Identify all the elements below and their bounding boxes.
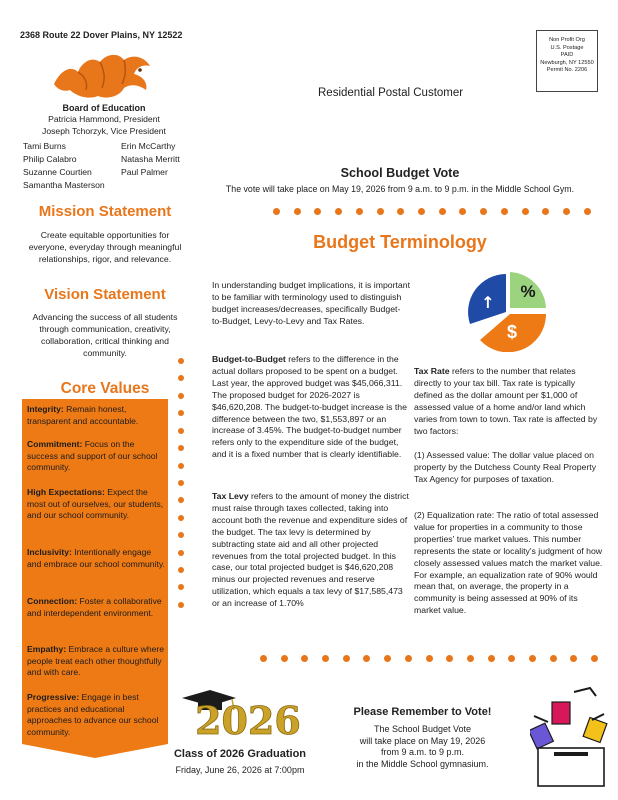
- board-members: [23, 140, 198, 192]
- remember-line: The School Budget Vote: [373, 724, 472, 734]
- ballot-box-icon: [530, 686, 612, 790]
- postage-indicia: [536, 30, 598, 92]
- vision-title: Vision Statement: [44, 286, 166, 303]
- remember-body: [330, 724, 515, 771]
- remember-line: in the Middle School gymnasium.: [356, 759, 489, 770]
- core-value-name: High Expectations:: [27, 487, 105, 497]
- budget-to-budget-term: Budget-to-Budget: [212, 354, 286, 364]
- postage-line: Newburgh, NY 12550: [540, 59, 594, 66]
- board-member: Paul Palmer: [121, 167, 168, 177]
- core-value-name: Commitment:: [27, 439, 83, 449]
- up-arrow-symbol: ↑: [481, 293, 495, 312]
- budget-to-budget-text: refers to the difference in the actual dollars proposed to be spent on a budget. Last year, the approved budget was $45,066,311. The proposed budget for 2026-2027 is $46,620,208. The budget-to-budget increase is the difference between the two, $1,553,897 or an increase of 3.45%. The budget-to-budget number refers only to the expenditure side of the budget, and it is a fixed number that is clearly identifiable.: [212, 354, 407, 460]
- core-value-item: [27, 547, 167, 570]
- tax-levy-text: refers to the amount of money the district must raise through taxes collected, taking into account both the revenue and expenditure sides of the budget. The tax levy is determined by subtracting state aid and all other projected revenues from the total projected budget. In this case, our total projected budget is $46,620,208 minus our projected revenues and reserve utilization, which equals a tax levy of $17,585,473 or an increase of 1.70%: [212, 491, 409, 609]
- return-address: 2368 Route 22 Dover Plains, NY 12522: [20, 30, 183, 40]
- core-value-item: [27, 404, 167, 427]
- core-value-text: Foster a collaborative and interdependent environment.: [27, 596, 162, 618]
- core-value-text: Focus on the success and support of our school community.: [27, 439, 158, 473]
- graduation-cap-icon: [176, 688, 302, 740]
- dragon-logo: [48, 46, 156, 102]
- mission-text: Create equitable opportunities for everyone, everyday through meaningful relationships, rigor, and relevance.: [28, 230, 182, 264]
- core-value-name: Inclusivity:: [27, 547, 72, 557]
- core-value-text: Expect the most out of ourselves, our students, and our school community.: [27, 487, 164, 521]
- postage-line: U.S. Postage: [550, 44, 584, 51]
- core-value-name: Integrity:: [27, 404, 64, 414]
- core-value-name: Connection:: [27, 596, 78, 606]
- core-value-text: Intentionally engage and embrace our school community.: [27, 547, 165, 569]
- dot-divider-bottom: [260, 655, 598, 662]
- board-member: Erin McCarthy: [121, 141, 176, 151]
- budget-pie-icon: [466, 272, 546, 352]
- board-member: Natasha Merritt: [121, 154, 180, 164]
- remember-line: will take place on May 19, 2026: [359, 735, 486, 746]
- year-badge: 2026: [195, 698, 301, 740]
- dollar-symbol: $: [506, 322, 518, 342]
- dot-divider-top: [273, 208, 591, 215]
- postage-line: PAID: [560, 52, 574, 58]
- board-member: Samantha Masterson: [23, 180, 105, 190]
- core-value-item: [27, 487, 167, 522]
- assessed-value-paragraph: (1) Assessed value: The dollar value placed on property by the Dutchess County Real Property Tax Agency for purposes of taxation.: [414, 450, 597, 484]
- board-member: Philip Calabro: [23, 154, 77, 164]
- board-member: Suzanne Courtien: [23, 167, 92, 177]
- terminology-title: Budget Terminology: [313, 232, 487, 252]
- core-value-item: [27, 644, 167, 679]
- core-value-text: Engage in best practices and educational approaches to advance our school community.: [27, 692, 159, 737]
- vote-title: School Budget Vote: [340, 166, 460, 180]
- postage-line: Permit No. 2206: [546, 67, 588, 73]
- remember-line: from 9 a.m. to 9 p.m.: [380, 747, 465, 758]
- core-values-title: Core Values: [60, 380, 150, 397]
- postal-customer: Residential Postal Customer: [318, 87, 464, 99]
- budget-to-budget-paragraph: [212, 354, 410, 461]
- tax-rate-term: Tax Rate: [414, 366, 450, 376]
- vote-subtitle: The vote will take place on May 19, 2026 from 9 a.m. to 9 p.m. in the Middle School Gym.: [225, 184, 575, 194]
- core-value-item: [27, 692, 167, 738]
- board-vice-president: Joseph Tchorzyk, Vice President: [42, 126, 166, 136]
- dot-divider-vertical: [177, 358, 185, 608]
- core-values-panel-tip: [22, 744, 168, 758]
- tax-levy-term: Tax Levy: [212, 491, 249, 501]
- equalization-rate-paragraph: (2) Equalization rate: The ratio of total assessed value for properties in a community to those properties' true market values. This number represents the state or locality's judgment of how closely assessed values match the market value. For example, an equalization rate of 90% would mean that, on average, the property in a community is being assessed at 90% of its market value.: [414, 510, 603, 616]
- board-member: Tami Burns: [23, 141, 66, 151]
- tax-rate-paragraph: [414, 366, 604, 437]
- core-value-item: [27, 596, 167, 619]
- remember-title: Please Remember to Vote!: [353, 706, 492, 718]
- tax-rate-text: refers to the number that relates directly to your tax bill. Tax rate is typically defined as the dollar amount per $1,000 of assessed value of a home and/or land which varies from town to town. Tax rate is affected by two factors:: [414, 366, 598, 436]
- board-president: Patricia Hammond, President: [48, 114, 160, 124]
- core-value-text: Embrace a culture where people treat each other thoughtfully and with care.: [27, 644, 165, 678]
- vision-text: Advancing the success of all students through communication, creativity, collaboration, critical thinking and community.: [32, 312, 178, 358]
- graduation-date: Friday, June 26, 2026 at 7:00pm: [175, 765, 305, 775]
- core-value-item: [27, 439, 167, 474]
- percent-symbol: %: [520, 282, 536, 301]
- tax-levy-paragraph: [212, 491, 410, 610]
- core-value-name: Progressive:: [27, 692, 80, 702]
- mission-title: Mission Statement: [38, 203, 172, 220]
- terminology-intro: In understanding budget implications, it is important to be familiar with terminology used to distinguish budget increases/decreases, specifically Budget-to-Budget, Levy-to-Levy and Tax Rates.: [212, 280, 410, 326]
- core-value-name: Empathy:: [27, 644, 67, 654]
- board-title: Board of Education: [62, 103, 146, 113]
- graduation-title: Class of 2026 Graduation: [173, 748, 307, 760]
- core-value-text: Remain honest, transparent and accountable.: [27, 404, 139, 426]
- postage-line: Non Profit Org: [549, 37, 585, 43]
